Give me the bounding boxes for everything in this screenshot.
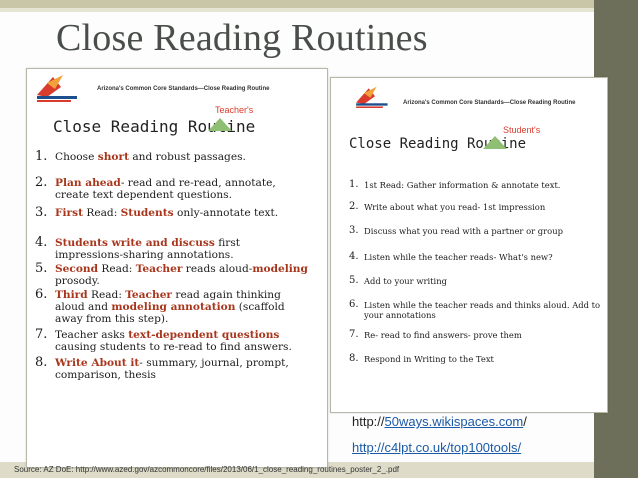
step-text: Re- read to find answers- prove them <box>364 330 522 340</box>
highlighted-term: Students <box>120 207 174 219</box>
step-text: Add to your writing <box>364 276 447 286</box>
step-text: Discuss what you read with a partner or group <box>364 226 563 236</box>
step-text-part: causing students to re-read to find answers. <box>55 341 292 353</box>
step-text: Respond in Writing to the Text <box>364 354 494 364</box>
step-text-part: Read: <box>87 289 126 301</box>
step-number: 2. <box>35 175 48 190</box>
step-text <box>55 289 310 325</box>
step-number: 5. <box>349 275 359 286</box>
teacher-poster <box>26 68 328 468</box>
triangle-marker-icon <box>208 118 232 131</box>
highlighted-term: Plan ahead <box>55 177 121 189</box>
highlighted-term: Third <box>55 289 88 301</box>
step-number: 7. <box>35 327 48 342</box>
step-text-part: and robust passages. <box>128 151 246 163</box>
role-label: Student's <box>503 125 541 135</box>
step-text-part: prosody. <box>55 275 100 287</box>
wikispaces-link[interactable]: 50ways.wikispaces.com <box>384 414 524 429</box>
step-text <box>55 237 310 261</box>
step-number: 4. <box>349 251 359 262</box>
step-text-part: Read: <box>98 263 136 275</box>
step-text-part: - read and re-read, annotate, create text dependent questions. <box>55 177 276 201</box>
step-text <box>55 207 310 219</box>
step-text-part: read again thinking aloud and <box>55 289 281 313</box>
step-text-part: first impressions-sharing annotations. <box>55 237 241 261</box>
link-suffix: / <box>523 414 527 429</box>
highlighted-term: Second <box>55 263 99 275</box>
step-number: 1. <box>35 149 48 164</box>
poster-header: Arizona's Common Core Standards—Close Reading Routine <box>97 86 270 92</box>
step-number: 7. <box>349 329 359 340</box>
source-citation: Source: AZ DoE: http://www.azed.gov/azcommoncore/files/2013/06/1_close_reading_routines_poster_2_.pdf <box>14 465 400 474</box>
step-text: Listen while the teacher reads- What's new? <box>364 252 553 262</box>
routine-title: Close Reading Routine <box>349 136 527 152</box>
highlighted-term: modeling annotation <box>111 301 236 313</box>
step-number: 4. <box>35 235 48 250</box>
highlighted-term: Students write and discuss <box>55 237 215 249</box>
step-text: Write about what you read- 1st impression <box>364 202 546 212</box>
step-number: 6. <box>349 299 359 310</box>
step-text-part: Read: <box>83 207 121 219</box>
highlighted-term: short <box>97 151 129 163</box>
step-number: 3. <box>349 225 359 236</box>
highlighted-term: Write About it <box>55 357 140 369</box>
step-number: 8. <box>349 353 359 364</box>
top-accent-bar <box>0 0 638 8</box>
step-text-part: Teacher asks <box>55 329 129 341</box>
highlighted-term: text-dependent questions <box>128 329 280 341</box>
step-number: 8. <box>35 355 48 370</box>
step-number: 2. <box>349 201 359 212</box>
step-text <box>55 329 310 353</box>
highlighted-term: Teacher <box>125 289 173 301</box>
step-text-part: - summary, journal, prompt, comparison, thesis <box>55 357 289 381</box>
arizona-logo-icon <box>33 73 89 103</box>
step-number: 5. <box>35 261 48 276</box>
link-prefix: http:// <box>352 414 385 429</box>
role-label: Teacher's <box>215 105 254 115</box>
step-text-part: reads aloud- <box>182 263 253 275</box>
triangle-marker-icon <box>483 136 507 149</box>
highlighted-term: Teacher <box>135 263 183 275</box>
step-text-part: only-annotate text. <box>173 207 279 219</box>
step-number: 1. <box>349 179 359 190</box>
highlighted-term: modeling <box>252 263 308 275</box>
poster-header: Arizona's Common Core Standards—Close Reading Routine <box>403 100 576 106</box>
highlighted-term: First <box>55 207 83 219</box>
step-text <box>55 177 310 201</box>
step-text <box>55 357 310 381</box>
step-text-part: (scaffold away from this step). <box>55 301 285 325</box>
arizona-logo-icon <box>353 84 397 110</box>
wikispaces-link-line <box>352 414 527 429</box>
c4lpt-link[interactable]: http://c4lpt.co.uk/top100tools/ <box>352 440 522 455</box>
slide-title: Close Reading Routines <box>56 17 428 59</box>
student-poster <box>330 77 608 413</box>
step-text-part: Choose <box>55 151 98 163</box>
routine-title: Close Reading Routine <box>53 117 256 136</box>
step-number: 6. <box>35 287 48 302</box>
step-number: 3. <box>35 205 48 220</box>
step-text <box>55 263 310 287</box>
step-text: 1st Read: Gather information & annotate text. <box>364 180 561 190</box>
step-text <box>55 151 290 163</box>
step-text: Listen while the teacher reads and thinks aloud. Add to your annotations <box>364 300 601 320</box>
